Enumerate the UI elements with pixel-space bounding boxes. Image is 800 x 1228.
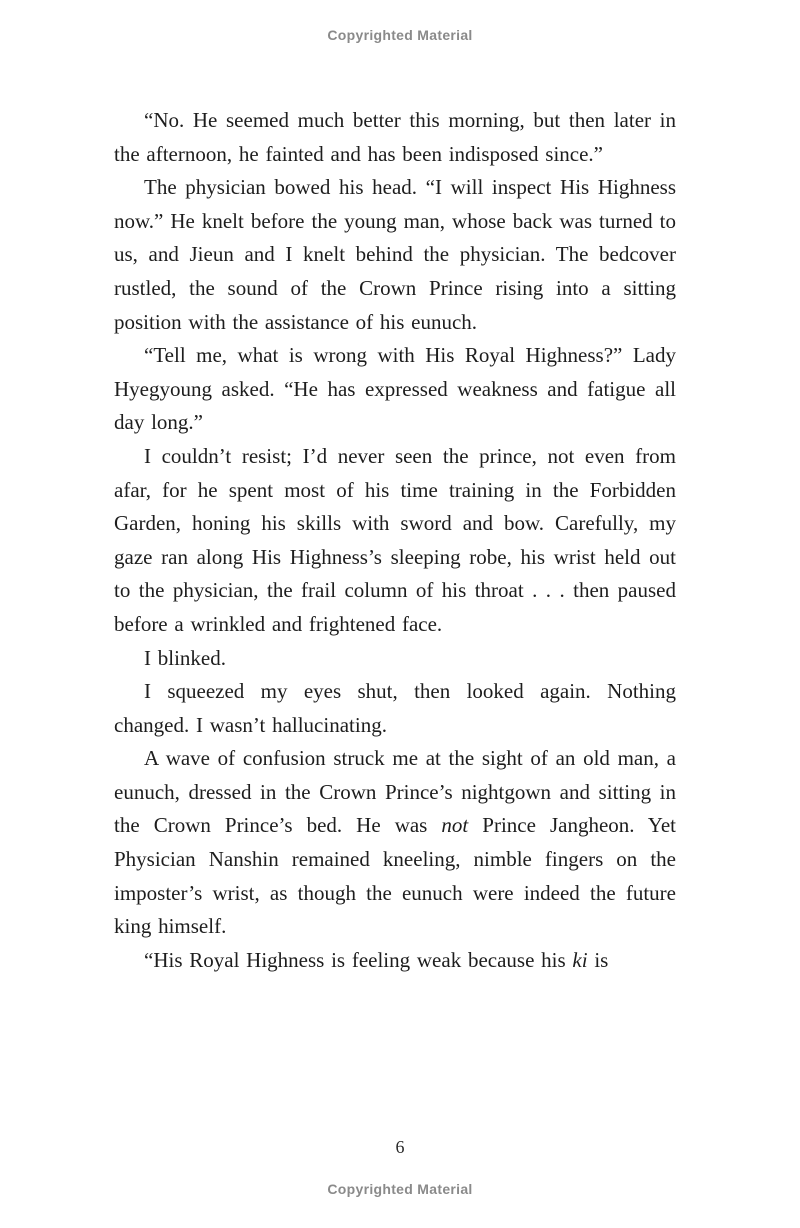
italic-run: ki xyxy=(572,947,588,972)
text-run: A wave of confusion struck me at the sight of an old man, a eunuch, dressed in the Crown Prince’s nightgown and sitting in the Crown Prince’s bed. He was xyxy=(114,746,676,838)
body-text xyxy=(114,104,676,977)
text-run: Prince Jangheon. Yet Physician Nanshin remained kneeling, nimble fingers on the imposter’s wrist, as though the eunuch were indeed the future king himself. xyxy=(114,813,676,939)
paragraph xyxy=(114,944,676,978)
text-run: “No. He seemed much better this morning, but then later in the afternoon, he fainted and has been indisposed since.” xyxy=(114,108,676,166)
copyright-notice-top: Copyrighted Material xyxy=(327,27,473,43)
text-run: The physician bowed his head. “I will inspect His Highness now.” He knelt before the young man, whose back was turned to us, and Jieun and I knelt behind the physician. The bedcover rustled, the sound of the Crown Prince rising into a sitting position with the assistance of his eunuch. xyxy=(114,175,676,334)
text-run: “His Royal Highness is feeling weak because his xyxy=(144,947,573,972)
text-run: I squeezed my eyes shut, then looked again. Nothing changed. I wasn’t hallucinating. xyxy=(114,679,676,737)
italic-run: not xyxy=(441,813,469,838)
paragraph xyxy=(114,171,676,339)
paragraph xyxy=(114,742,676,944)
paragraph xyxy=(114,339,676,440)
text-run: is xyxy=(587,947,609,972)
page-number: 6 xyxy=(395,1137,405,1157)
text-run: I couldn’t resist; I’d never seen the prince, not even from afar, for he spent most of his time training in the Forbidden Garden, honing his skills with sword and bow. Carefully, my gaze ran along His Highness’s sleeping robe, his wrist held out to the physician, the frail column of his throat . . . then paused before a wrinkled and frightened face. xyxy=(114,443,676,636)
copyright-notice-bottom: Copyrighted Material xyxy=(327,1181,473,1197)
text-run: I blinked. xyxy=(144,645,226,670)
text-run: “Tell me, what is wrong with His Royal Highness?” Lady Hyegyoung asked. “He has expressed weakness and fatigue all day long.” xyxy=(114,343,676,435)
paragraph xyxy=(114,642,676,676)
paragraph xyxy=(114,104,676,171)
paragraph xyxy=(114,440,676,642)
paragraph xyxy=(114,675,676,742)
